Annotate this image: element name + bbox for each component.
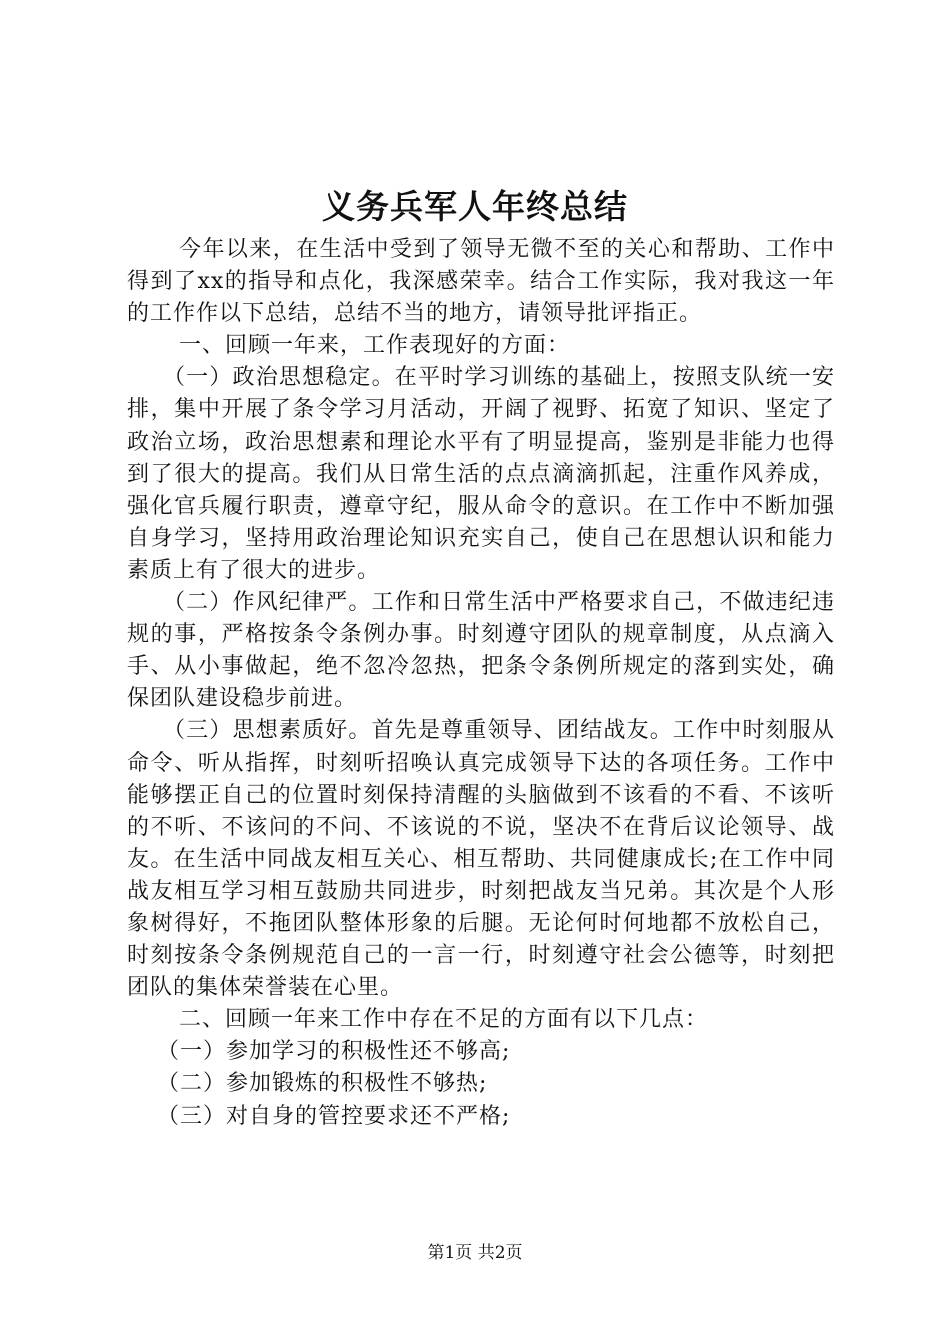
section-heading-2: 二、回顾一年来工作中存在不足的方面有以下几点：: [179, 1007, 709, 1033]
shortcoming-item-1: （一）参加学习的积极性还不够高;: [157, 1039, 511, 1065]
document-title: 义务兵军人年终总结: [322, 187, 628, 226]
paragraph-item-1: （一）政治思想稳定。在平时学习训练的基础上，按照支队统一安排，集中开展了条令学习月活动，开阔了视野、拓宽了知识、坚定了政治立场，政治思想素和理论水平有了明显提高，鉴别是非能力也得到了很大的提高。我们从日常生活的点点滴滴抓起，注重作风养成，强化官兵履行职责，遵章守纪，服从命令的意识。在工作中不断加强自身学习，坚持用政治理论知识充实自己，使自己在思想认识和能力素质上有了很大的进步。: [127, 365, 835, 583]
section-heading-1: 一、回顾一年来，工作表现好的方面：: [179, 333, 571, 359]
paragraph-item-3: （三）思想素质好。首先是尊重领导、团结战友。工作中时刻服从命令、听从指挥，时刻听招唤认真完成领导下达的各项任务。工作中能够摆正自己的位置时刻保持清醒的头脑做到不该看的不看、不该听的不听、不该问的不问、不该说的不说，坚决不在背后议论领导、战友。在生活中同战友相互关心、相互帮助、共同健康成长;在工作中同战友相互学习相互鼓励共同进步，时刻把战友当兄弟。其次是个人形象树得好，不拖团队整体形象的后腿。无论何时何地都不放松自己，时刻按条令条例规范自己的一言一行，时刻遵守社会公德等，时刻把团队的集体荣誉装在心里。: [127, 718, 835, 1001]
shortcoming-item-2: （二）参加锻炼的积极性不够热;: [157, 1071, 488, 1097]
page-footer: 第1页 共2页: [427, 1243, 523, 1263]
document-body: [127, 234, 835, 1133]
paragraph-item-2: （二）作风纪律严。工作和日常生活中严格要求自己，不做违纪违规的事，严格按条令条例办事。时刻遵守团队的规章制度，从点滴入手、从小事做起，绝不忽冷忽热，把条令条例所规定的落到实处，确保团队建设稳步前进。: [127, 590, 835, 712]
paragraph-intro: 今年以来，在生活中受到了领导无微不至的关心和帮助、工作中得到了xx的指导和点化，我深感荣幸。结合工作实际，我对我这一年的工作作以下总结，总结不当的地方，请领导批评指正。: [127, 237, 835, 327]
shortcoming-item-3: （三）对自身的管控要求还不严格;: [157, 1103, 511, 1129]
